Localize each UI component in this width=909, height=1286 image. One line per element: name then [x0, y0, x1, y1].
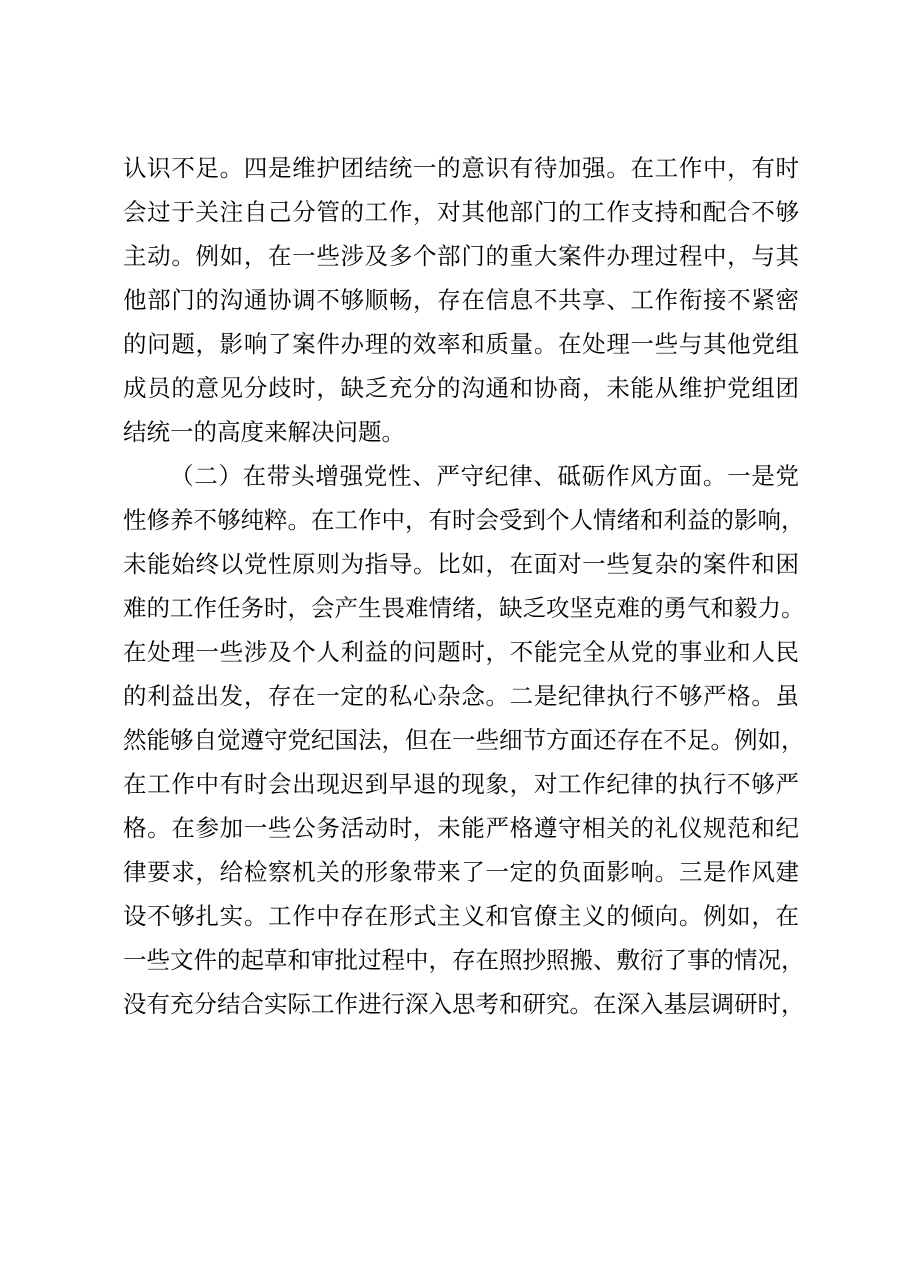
document-body — [123, 146, 805, 1026]
paragraph1-line-7: 结统一的高度来解决问题。 — [123, 418, 405, 446]
paragraph2-line-13: 没有充分结合实际工作进行深入思考和研究。在深入基层调研时， — [123, 990, 805, 1018]
paragraph2-line-1-rest: 一是党 — [727, 462, 800, 490]
paragraph2-line-11: 设不够扎实。工作中存在形式主义和官僚主义的倾向。例如，在 — [123, 902, 799, 930]
paragraph2-line-5: 在处理一些涉及个人利益的问题时，不能完全从党的事业和人民 — [123, 638, 799, 666]
paragraph2-line-8: 在工作中有时会出现迟到早退的现象，对工作纪律的执行不够严 — [123, 770, 799, 798]
paragraph1-line-6: 成员的意见分歧时，缺乏充分的沟通和协商，未能从维护党组团 — [123, 374, 799, 402]
paragraph2-line-12: 一些文件的起草和审批过程中，存在照抄照搬、敷衍了事的情况， — [123, 946, 805, 974]
paragraph2-line-9: 格。在参加一些公务活动时，未能严格遵守相关的礼仪规范和纪 — [123, 814, 799, 842]
paragraph2-line-3: 未能始终以党性原则为指导。比如，在面对一些复杂的案件和困 — [123, 550, 799, 578]
paragraph1-line-5: 的问题，影响了案件办理的效率和质量。在处理一些与其他党组 — [123, 330, 799, 358]
paragraph1-line-1: 认识不足。四是维护团结统一的意识有待加强。在工作中，有时 — [123, 154, 799, 182]
paragraph2-line-10: 律要求，给检察机关的形象带来了一定的负面影响。三是作风建 — [123, 858, 799, 886]
paragraph2-line-2: 性修养不够纯粹。在工作中，有时会受到个人情绪和利益的影响， — [123, 506, 805, 534]
paragraph2-line-1 — [123, 454, 799, 498]
paragraph1-line-4: 他部门的沟通协调不够顺畅，存在信息不共享、工作衔接不紧密 — [123, 286, 799, 314]
paragraph2-line-7: 然能够自觉遵守党纪国法，但在一些细节方面还存在不足。例如， — [123, 726, 805, 754]
section-heading: （二）在带头增强党性、严守纪律、砥砺作风方面。 — [170, 462, 728, 490]
paragraph2-line-4: 难的工作任务时，会产生畏难情绪，缺乏攻坚克难的勇气和毅力。 — [123, 594, 805, 622]
paragraph1-line-3: 主动。例如，在一些涉及多个部门的重大案件办理过程中，与其 — [123, 242, 799, 270]
paragraph2-line-6: 的利益出发，存在一定的私心杂念。二是纪律执行不够严格。虽 — [123, 682, 799, 710]
paragraph1-line-2: 会过于关注自己分管的工作，对其他部门的工作支持和配合不够 — [123, 198, 799, 226]
